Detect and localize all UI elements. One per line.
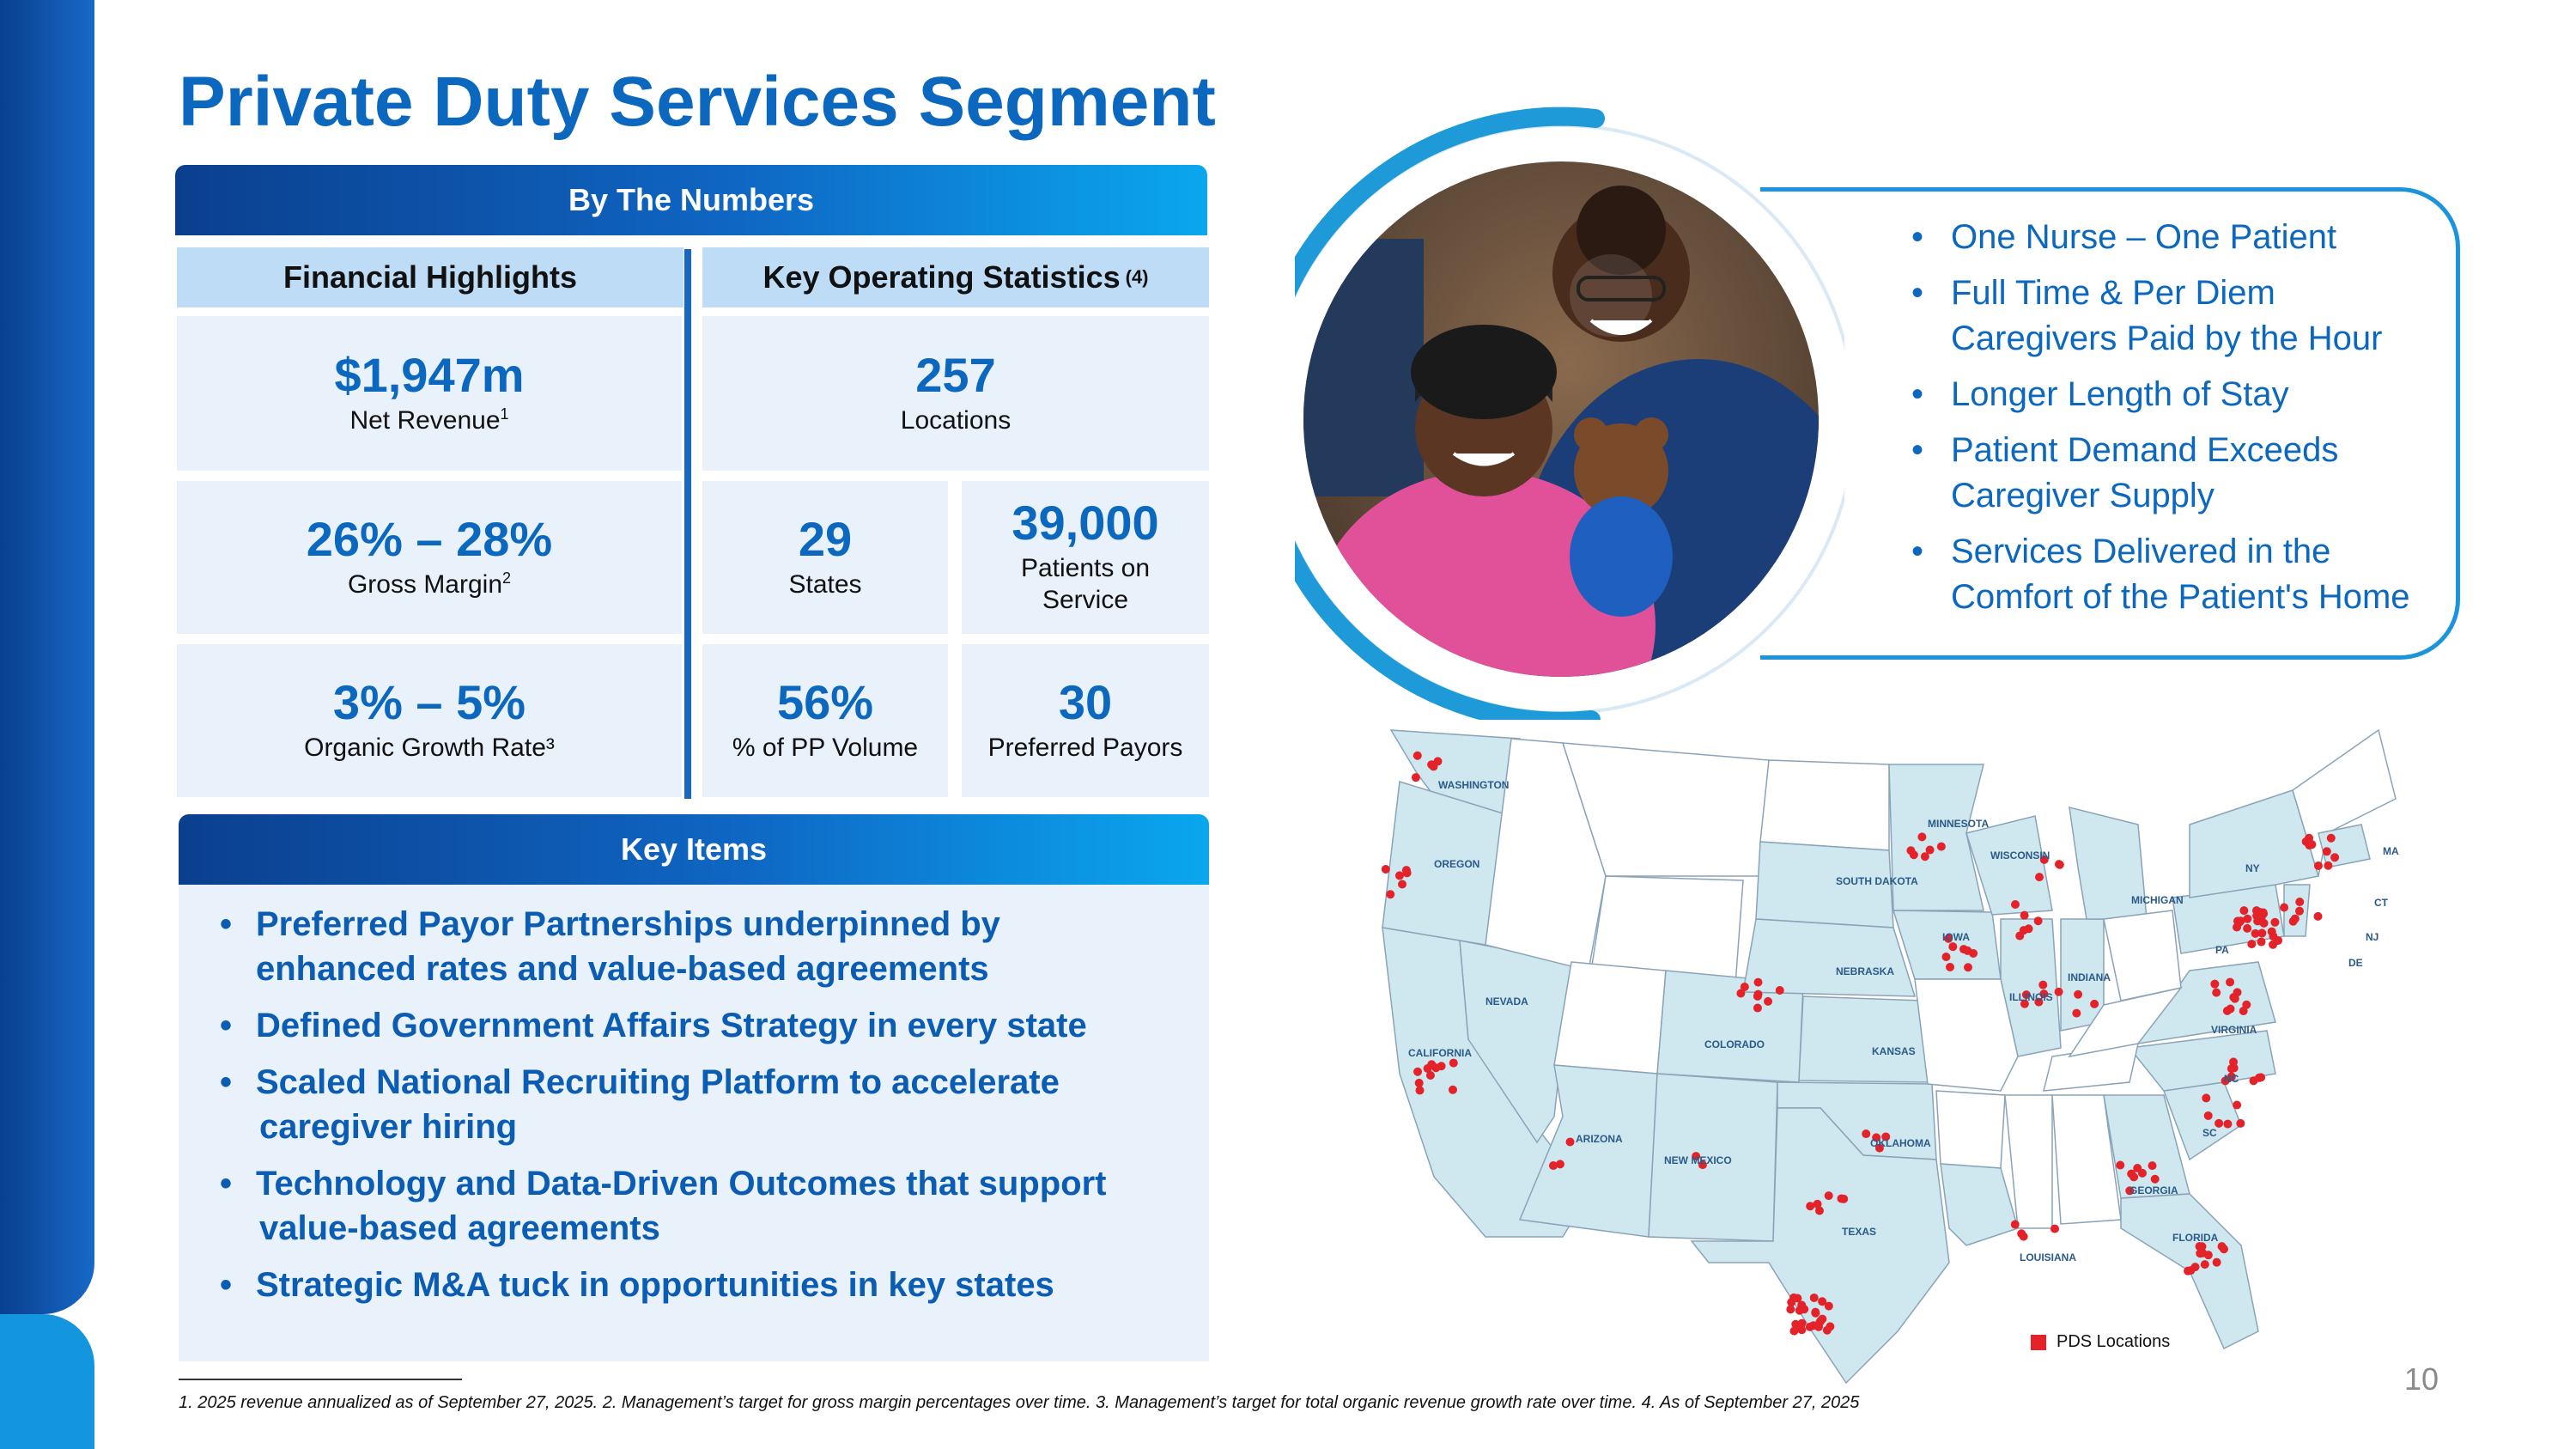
location-dot [1917,832,1926,841]
organic-growth-cell [177,644,682,797]
page-number: 10 [2404,1361,2439,1397]
location-dot [2230,1063,2239,1072]
key-item-line: • Preferred Payor Partnerships underpinned by [256,905,1000,943]
state-louisiana [1941,1164,2018,1245]
state-kansas [1799,996,1928,1082]
location-dot [1814,1200,1822,1209]
legend-label: PDS Locations [2057,1332,2171,1351]
location-dot [1754,978,1763,987]
map-label: NC [2224,1073,2239,1085]
highlight-item [1905,529,2488,620]
location-dot [1811,1309,1820,1318]
map-label: NEVADA [1485,995,1528,1008]
location-dot [2025,924,2033,933]
key-item-line: • Defined Government Affairs Strategy in every state [256,1007,1087,1044]
map-label: NY [2245,862,2260,874]
highlight-item [1905,215,2488,260]
location-dot [1412,773,1420,782]
location-dot [2050,1225,2059,1233]
location-dot [2257,1073,2265,1081]
legend-swatch [2031,1335,2046,1350]
key-item-line: caregiver hiring [259,1108,518,1146]
by-the-numbers-label: By The Numbers [568,182,815,217]
location-dot [1395,871,1404,880]
location-dot [2257,938,2266,947]
location-dot [2202,1093,2210,1102]
by-the-numbers-banner [175,165,1207,235]
key-items-label: Key Items [620,831,768,867]
sidebar-accent-bottom [0,1314,94,1449]
key-item [213,1060,1200,1149]
key-item-line: • Strategic M&A tuck in opportunities in key states [256,1266,1054,1304]
location-dot [2259,909,2268,917]
location-dot [2212,989,2221,997]
location-dot [2270,918,2279,927]
location-dot [2233,988,2242,996]
location-dot [2196,1249,2204,1257]
location-dot [2269,941,2277,949]
location-dot [1416,1086,1425,1094]
map-label: SOUTH DAKOTA [1836,875,1918,887]
net-revenue-cell [177,316,682,471]
location-dot [1424,1064,1432,1073]
location-dot [1566,1137,1575,1146]
key-operating-statistics-label: Key Operating Statistics [762,259,1121,295]
location-dot [2201,1260,2209,1269]
location-dot [2072,1009,2081,1018]
location-dot [2011,1221,2020,1229]
column-divider [684,249,691,799]
map-label: TEXAS [1842,1226,1877,1238]
location-dot [2218,1242,2227,1251]
location-dot [2239,1007,2248,1015]
map-label: FLORIDA [2172,1232,2219,1244]
state-ohio [2104,910,2181,1001]
location-dot [1754,990,1763,999]
map-label: COLORADO [1704,1038,1765,1050]
location-dot [2295,907,2304,916]
highlight-line: Caregivers Paid by the Hour [1951,320,2383,357]
net-revenue-value: $1,947m [334,347,525,402]
locations-cell [702,316,1209,471]
map-label: WASHINGTON [1438,779,1510,791]
patients-cell [962,481,1209,634]
location-dot [2148,1161,2157,1170]
location-dot [1838,1194,1846,1202]
location-dot [1795,1321,1804,1330]
location-dot [2269,932,2277,941]
location-dot [1937,843,1946,851]
highlight-line: • Services Delivered in the [1951,533,2331,570]
location-dot [2133,1164,2142,1172]
location-dot [2306,840,2315,849]
location-dot [2223,1120,2232,1129]
locations-value: 257 [915,347,996,402]
gross-margin-value: 26% – 28% [306,511,553,566]
location-dot [2324,861,2332,870]
location-dot [1825,1191,1833,1200]
highlight-item [1905,271,2488,362]
states-cell [702,481,948,634]
highlights-list [1905,215,2488,630]
location-dot [2129,1172,2138,1181]
location-dot [2204,1251,2213,1259]
location-dot [2327,834,2336,843]
highlight-line: • Patient Demand Exceeds [1951,431,2339,469]
highlight-line: • Full Time & Per Diem [1951,274,2275,312]
footnote: 1. 2025 revenue annualized as of September 27, 2025. 2. Management’s target for gross margin percentages over time. 3. Management’s target for total organic revenue growth rate over time. 4. As of September 27, 2025 [179,1393,1860,1412]
net-revenue-label: Net Revenue [349,405,501,435]
pp-volume-cell [702,644,948,797]
footnote-rule [179,1379,462,1380]
location-dot [2190,1263,2199,1271]
highlight-line: Comfort of the Patient's Home [1951,578,2410,616]
map-label: ARIZONA [1576,1133,1623,1145]
preferred-payors-label: Preferred Payors [987,733,1183,762]
us-locations-map [1365,713,2473,1391]
location-dot [2239,906,2248,915]
location-dot [2213,1258,2221,1267]
location-dot [1810,1294,1819,1302]
state-utah [1554,962,1666,1074]
location-dot [2074,990,2082,999]
location-dot [2210,980,2219,989]
sidebar-accent [0,0,94,1314]
map-label: WISCONSIN [1990,849,2050,861]
location-dot [1776,986,1784,995]
location-dot [1736,989,1745,997]
key-items-banner [179,814,1209,885]
key-item-line: • Technology and Data-Driven Outcomes that support [256,1165,1107,1202]
preferred-payors-cell [962,644,1209,797]
location-dot [1403,868,1412,877]
photo-frame [1295,101,1844,720]
location-dot [2034,916,2043,925]
location-dot [1386,890,1394,898]
location-dot [1449,1086,1457,1094]
location-dot [1946,963,1954,971]
key-operating-statistics-note: (4) [1125,266,1149,288]
location-dot [1789,1294,1798,1302]
key-operating-statistics-header [702,247,1209,307]
location-dot [2056,861,2064,869]
location-dot [1941,953,1950,961]
location-dot [2243,924,2251,933]
locations-label: Locations [900,405,1012,435]
key-items-panel [179,885,1209,1361]
map-label: VIRGINIA [2211,1024,2257,1036]
map-label: MINNESOTA [1928,818,1990,830]
map-label: INDIANA [2068,971,2111,983]
location-dot [2226,1005,2234,1014]
location-dot [2314,861,2323,870]
map-label: SC [2202,1127,2217,1139]
location-dot [1921,852,1929,861]
key-item [213,1263,1200,1307]
pp-volume-label: % of PP Volume [732,733,919,762]
map-legend [2031,1332,2170,1352]
location-dot [1910,850,1918,859]
patients-value: 39,000 [1012,496,1159,551]
state-north-dakota [1760,760,1889,850]
location-dot [2295,898,2304,906]
location-dot [1969,949,1978,958]
map-label: PA [2215,944,2229,956]
state-missouri [1915,979,2018,1091]
location-dot [1398,880,1406,888]
location-dot [2204,1111,2213,1120]
map-label: IOWA [1942,931,1970,943]
location-dot [1433,757,1442,765]
key-item [213,1161,1200,1251]
map-label: OKLAHOMA [1870,1137,1931,1149]
key-item-line: • Scaled National Recruiting Platform to accelerate [256,1063,1060,1101]
location-dot [2260,919,2269,928]
location-dot [1795,1306,1804,1315]
location-dot [2250,1076,2258,1085]
location-dot [1413,1068,1422,1076]
patients-label-line2: Service [1042,586,1129,615]
key-item-line: value-based agreements [259,1209,660,1247]
map-label: MICHIGAN [2131,894,2184,906]
location-dot [2055,988,2063,996]
financial-highlights-label: Financial Highlights [283,259,578,295]
location-dot [1964,963,1972,971]
highlight-line: • One Nurse – One Patient [1951,218,2337,256]
pp-volume-value: 56% [776,674,874,729]
location-dot [1556,1160,1564,1168]
state-arkansas [1936,1091,2005,1168]
location-dot [2038,981,2047,989]
map-label: ILLINOIS [2009,991,2053,1003]
highlight-item [1905,372,2488,417]
map-label: CALIFORNIA [1408,1047,1472,1059]
location-dot [1826,1322,1834,1330]
location-dot [1753,1004,1762,1013]
states-label: States [788,569,862,599]
state-massachusetts-connecticut [2318,825,2370,868]
key-items-list [213,902,1200,1319]
location-dot [2151,1175,2160,1184]
preferred-payors-value: 30 [1058,674,1113,729]
key-item [213,1003,1200,1048]
location-dot [2035,873,2044,881]
location-dot [2020,911,2029,920]
map-label: OREGON [1434,858,1480,870]
map-label: MA [2383,845,2399,857]
location-dot [2011,900,2020,909]
patients-label-line1: Patients on [1020,553,1151,582]
gross-margin-cell [177,481,682,634]
map-label: GEORGIA [2129,1184,2178,1196]
location-dot [1413,752,1422,760]
location-dot [2236,1119,2245,1128]
financial-highlights-header [177,247,683,307]
organic-growth-label: Organic Growth Rate³ [304,733,555,762]
location-dot [2233,916,2242,925]
key-item [213,902,1200,991]
map-label: KANSAS [1872,1045,1916,1057]
map-label: DE [2348,957,2363,969]
map-label: NEBRASKA [1836,965,1895,977]
highlight-line: • Longer Length of Stay [1951,375,2289,413]
highlight-item [1905,428,2488,519]
location-dot [1809,1321,1818,1330]
location-dot [1449,1059,1458,1068]
map-label: NEW MEXICO [1664,1154,1732,1166]
location-dot [1415,1079,1424,1087]
location-dot [1948,942,1957,951]
location-dot [2314,912,2323,921]
location-dot [1764,997,1772,1006]
location-dot [2226,977,2234,986]
location-dot [1825,1302,1833,1311]
location-dot [2247,940,2256,948]
location-dot [2291,915,2300,923]
location-dot [1382,865,1390,874]
net-revenue-note: 1 [500,405,509,423]
location-dot [1431,1063,1440,1072]
highlight-line: Caregiver Supply [1951,477,2215,514]
gross-margin-note: 2 [502,569,512,587]
location-dot [2251,929,2260,938]
location-dot [2233,1100,2241,1109]
gross-margin-label: Gross Margin [347,569,503,599]
states-value: 29 [798,511,853,566]
location-dot [1862,1129,1870,1138]
location-dot [2280,904,2288,912]
location-dot [2020,1233,2028,1241]
key-item-line: enhanced rates and value-based agreements [256,950,989,988]
gross-margin-caption [348,569,511,601]
page-title: Private Duty Services Segment [179,63,1216,141]
map-label: NJ [2366,931,2379,943]
location-dot [2090,1000,2099,1008]
location-dot [2323,847,2331,855]
organic-growth-value: 3% – 5% [332,674,526,729]
state-nebraska [1743,919,1915,996]
location-dot [2116,1161,2124,1170]
map-label: CT [2374,897,2388,909]
net-revenue-caption [349,405,508,437]
map-label: LOUISIANA [2020,1251,2076,1263]
location-dot [2330,853,2339,861]
